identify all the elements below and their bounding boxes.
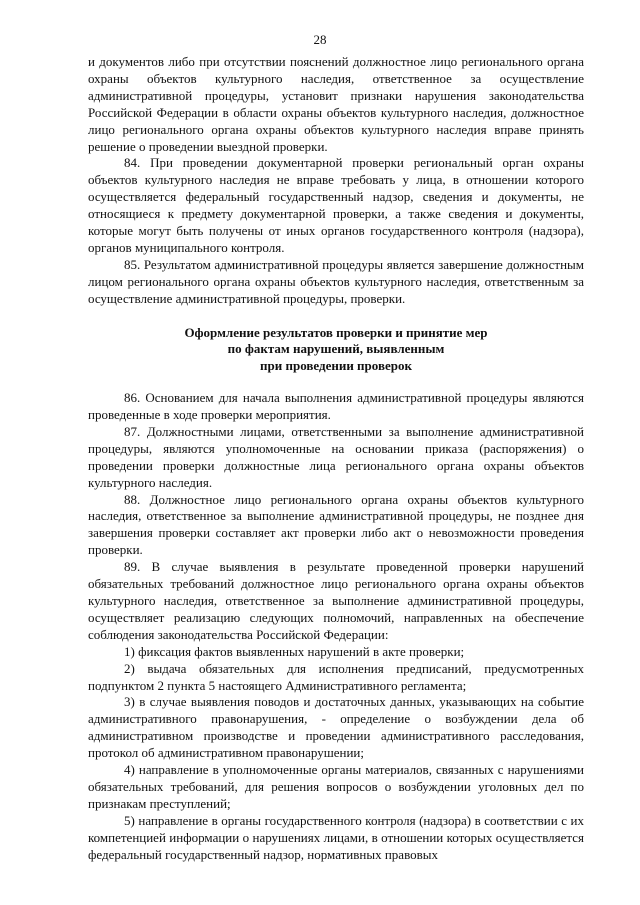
list-item-2: 2) выдача обязательных для исполнения предписаний, предусмотренных подпунктом 2 пункта 5 настоящего Административного регламента; [88, 660, 584, 693]
list-item-4: 4) направление в уполномоченные органы материалов, связанных с нарушениями обязательных требований, для решения вопросов о возбуждении уголовных дел по признакам преступлений; [88, 762, 584, 811]
paragraph-85: 85. Результатом административной процедуры является завершение должностным лицом регионального органа охраны объектов культурного наследия, ответственным за осуществление административной процедуры, проверки. [88, 256, 584, 306]
paragraph-84: 84. При проведении документарной проверки региональный орган охраны объектов культурного наследия не вправе требовать у лица, в отношении которого осуществляется федеральный государственный надзор, сведения и документы, не относящиеся к предмету документарной проверки, а также сведения и документы, которые могут быть получены от иных органов государственного контроля (надзора), органов муниципального контроля. [88, 155, 584, 255]
section-heading [88, 325, 584, 375]
section-heading-line-2: по фактам нарушений, выявленным [227, 341, 445, 357]
paragraph-89: 89. В случае выявления в результате проведенной проверки нарушений обязательных требований должностное лицо регионального органа охраны объектов культурного наследия, ответственное за выполнение административной процедуры, осуществляет реализацию следующих полномочий, направленных на обеспечение соблюдения законодательства Российской Федерации: [88, 559, 584, 642]
paragraph-88: 88. Должностное лицо регионального органа охраны объектов культурного наследия, ответственное за выполнение административной процедуры, не позднее дня завершения проверки составляет акт проверки либо акт о невозможности проведения проверки. [88, 491, 584, 558]
list-item-3: 3) в случае выявления поводов и достаточных данных, указывающих на событие административного правонарушения, - определение о возбуждении дела об административном производстве и проведении административного расследования, протокол об административном правонарушении; [88, 694, 584, 761]
section-heading-line-1: Оформление результатов проверки и принятие мер [184, 324, 488, 340]
paragraph-87: 87. Должностными лицами, ответственными за выполнение административной процедуры, являются уполномоченные на основании приказа (распоряжения) о проведении проверки должностные лица регионального органа охраны объектов культурного наследия. [88, 423, 584, 490]
page-number: 28 [313, 32, 327, 47]
list-item-5: 5) направление в органы государственного контроля (надзора) в соответствии с их компетенцией информации о нарушениях лицами, в отношении которых осуществляется федеральный государственный надзор, нормативных правовых [88, 812, 584, 862]
list-item-1: 1) фиксация фактов выявленных нарушений в акте проверки; [124, 643, 465, 659]
document-body [88, 54, 584, 863]
paragraph-86: 86. Основанием для начала выполнения административной процедуры являются проведенные в ходе проверки мероприятия. [88, 390, 584, 422]
paragraph-continuation: и документов либо при отсутствии пояснений должностное лицо регионального органа охраны объектов культурного наследия, ответственное за осуществление административной процедуры, установит признаки нарушения законодательства Российской Федерации в области охраны объектов культурного наследия, должностное лицо регионального органа охраны объектов культурного наследия вправе принять решение о проведении выездной проверки. [88, 54, 584, 154]
section-heading-line-3: при проведении проверок [260, 357, 412, 373]
